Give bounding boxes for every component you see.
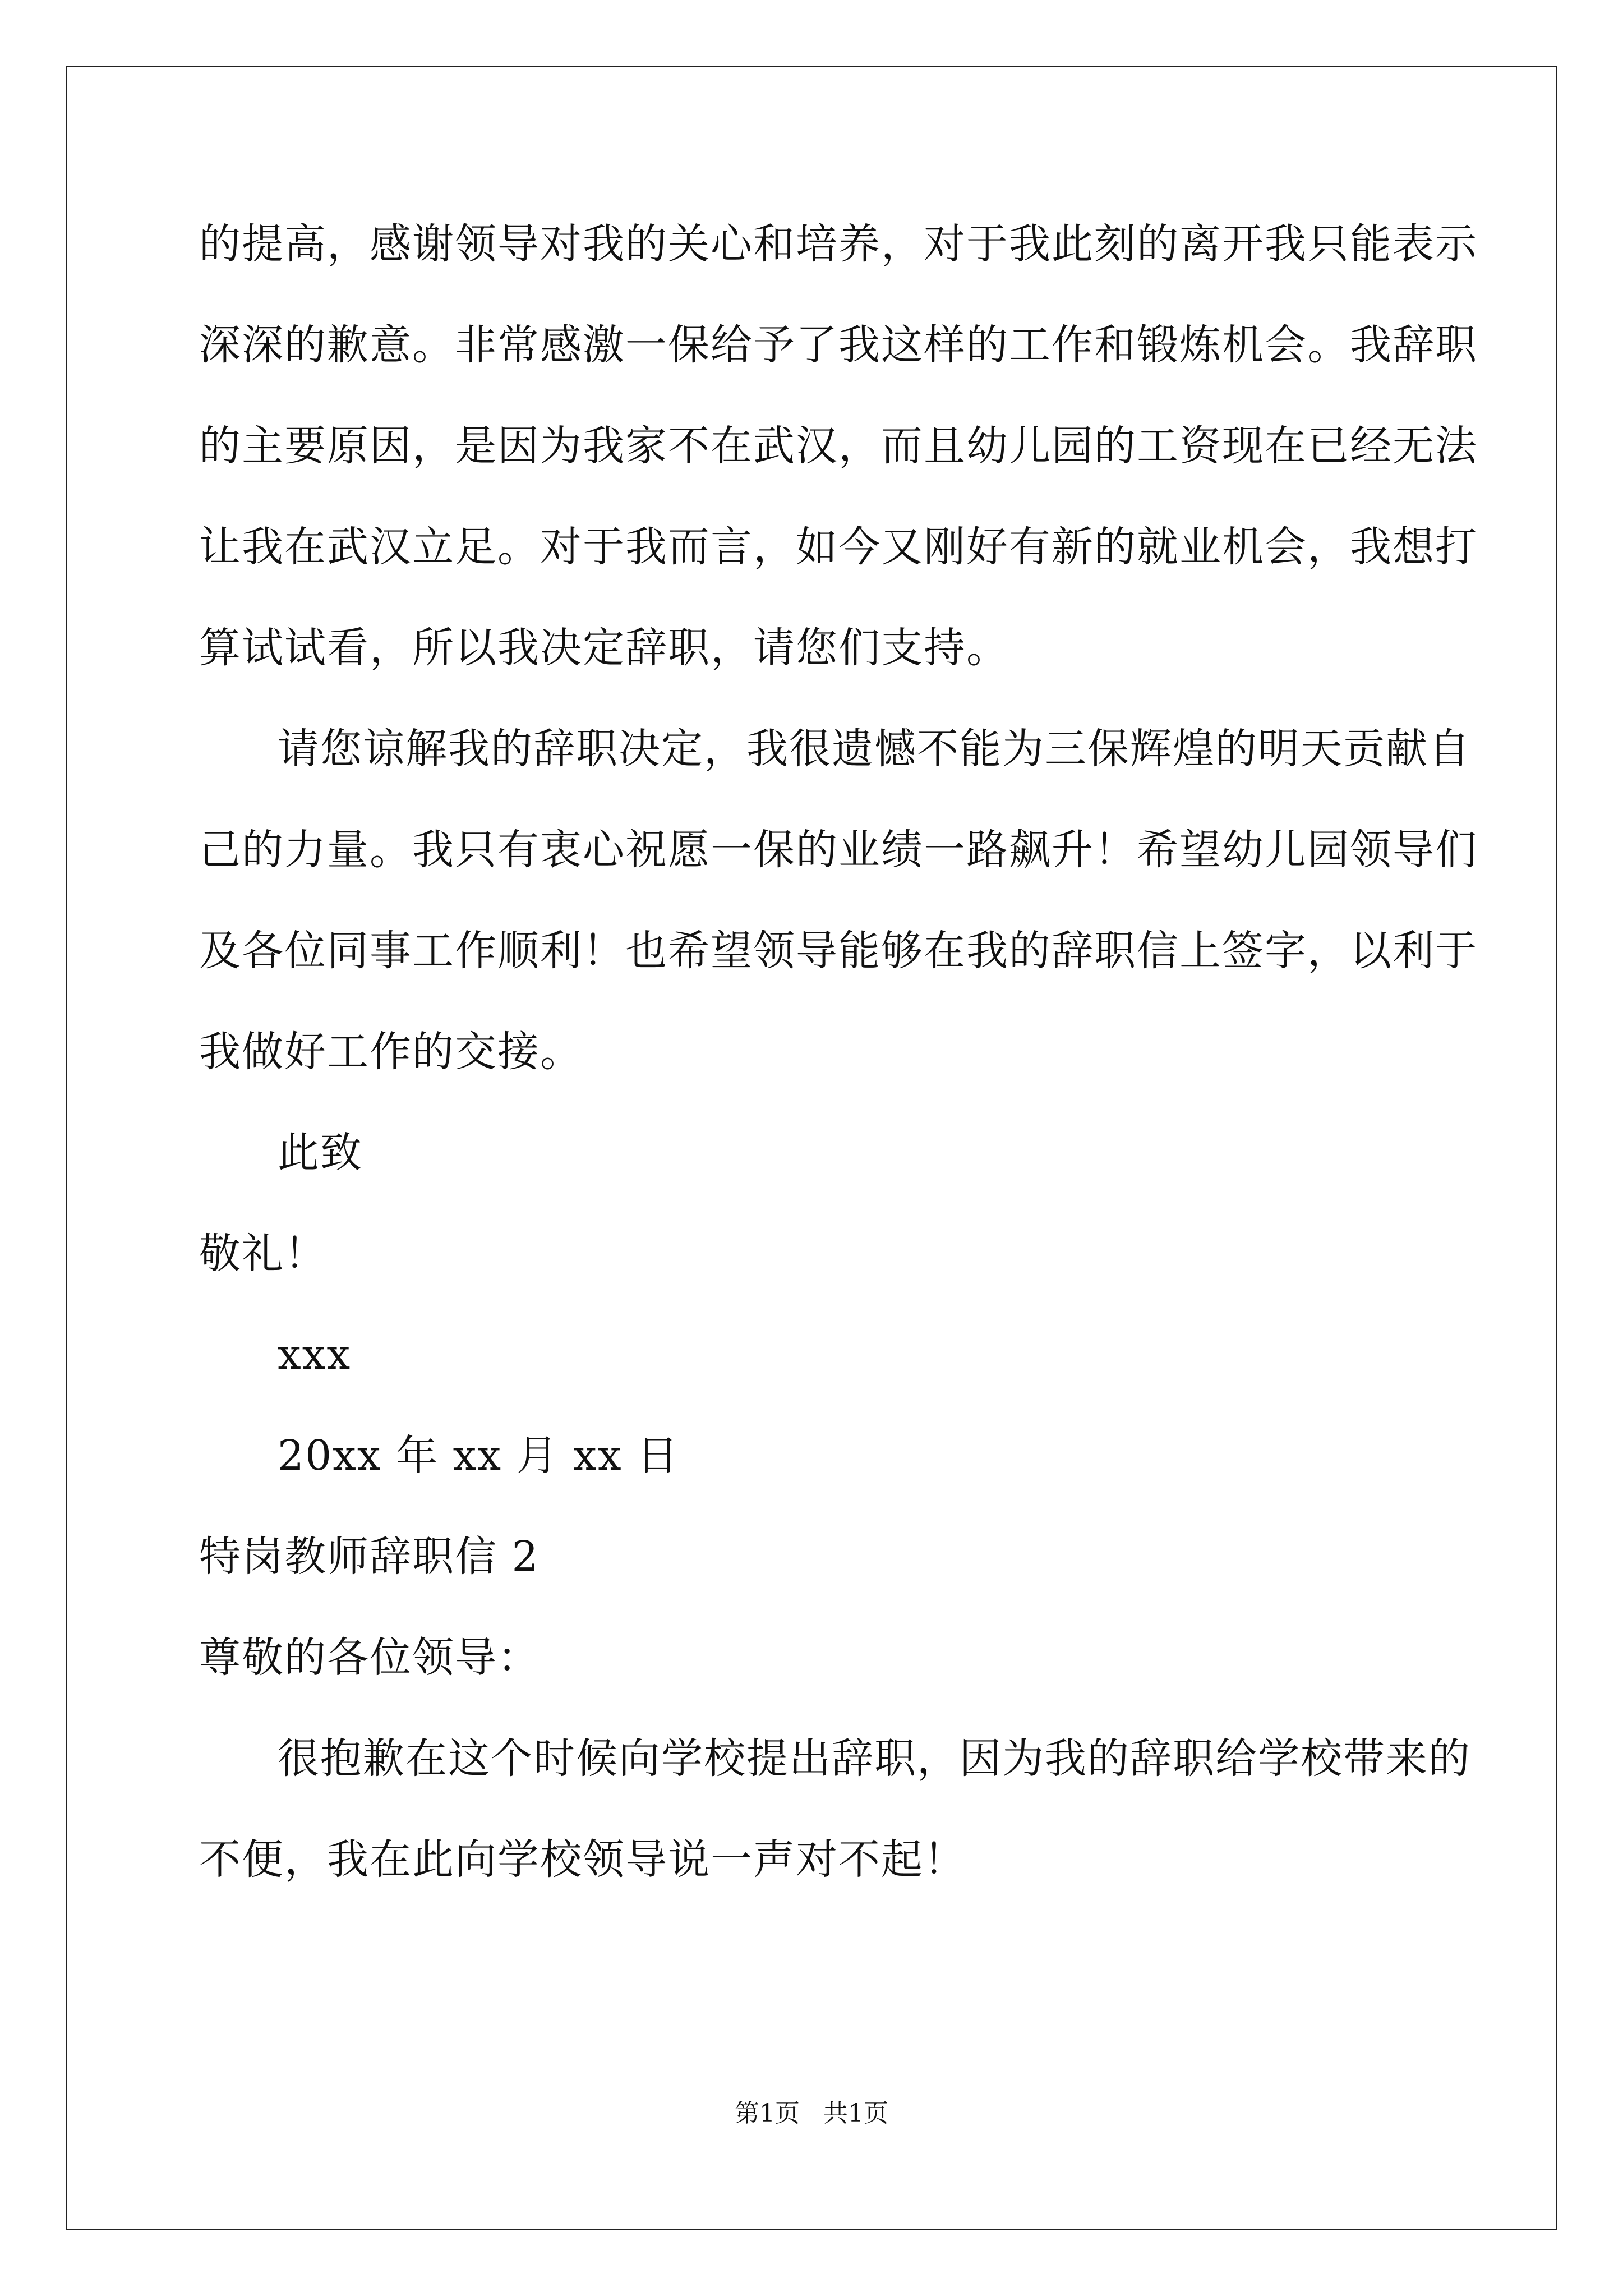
body-line: 很抱歉在这个时候向学校提出辞职，因为我的辞职给学校带来的 [278,1734,1471,1783]
salutation-regards: 敬礼！ [199,1230,327,1278]
body-line: 的主要原因，是因为我家不在武汉，而且幼儿园的工资现在已经无法 [199,422,1478,470]
body-line: 请您谅解我的辞职决定，我很遗憾不能为三保辉煌的明天贡献自 [278,725,1471,773]
signature-date: 20xx 年 xx 月 xx 日 [278,1432,680,1480]
body-line: 我做好工作的交接。 [199,1028,583,1076]
body-line: 及各位同事工作顺利！也希望领导能够在我的辞职信上签字，以利于 [199,927,1478,975]
page-footer: 第1页 共1页 [735,2099,888,2128]
section-title: 特岗教师辞职信 2 [199,1533,540,1581]
signature-name: xxx [278,1331,352,1379]
body-line: 让我在武汉立足。对于我而言，如今又刚好有新的就业机会，我想打 [199,523,1478,571]
body-line: 不便，我在此向学校领导说一声对不起！ [199,1835,966,1884]
body-line: 的提高，感谢领导对我的关心和培养，对于我此刻的离开我只能表示 [199,220,1478,268]
body-line: 己的力量。我只有衷心祝愿一保的业绩一路飙升！希望幼儿园领导们 [199,826,1478,874]
salutation-closing: 此致 [278,1129,363,1177]
greeting: 尊敬的各位领导： [199,1634,540,1682]
body-line: 深深的歉意。非常感激一保给予了我这样的工作和锻炼机会。我辞职 [199,321,1478,369]
body-line: 算试试看，所以我决定辞职，请您们支持。 [199,624,1009,672]
